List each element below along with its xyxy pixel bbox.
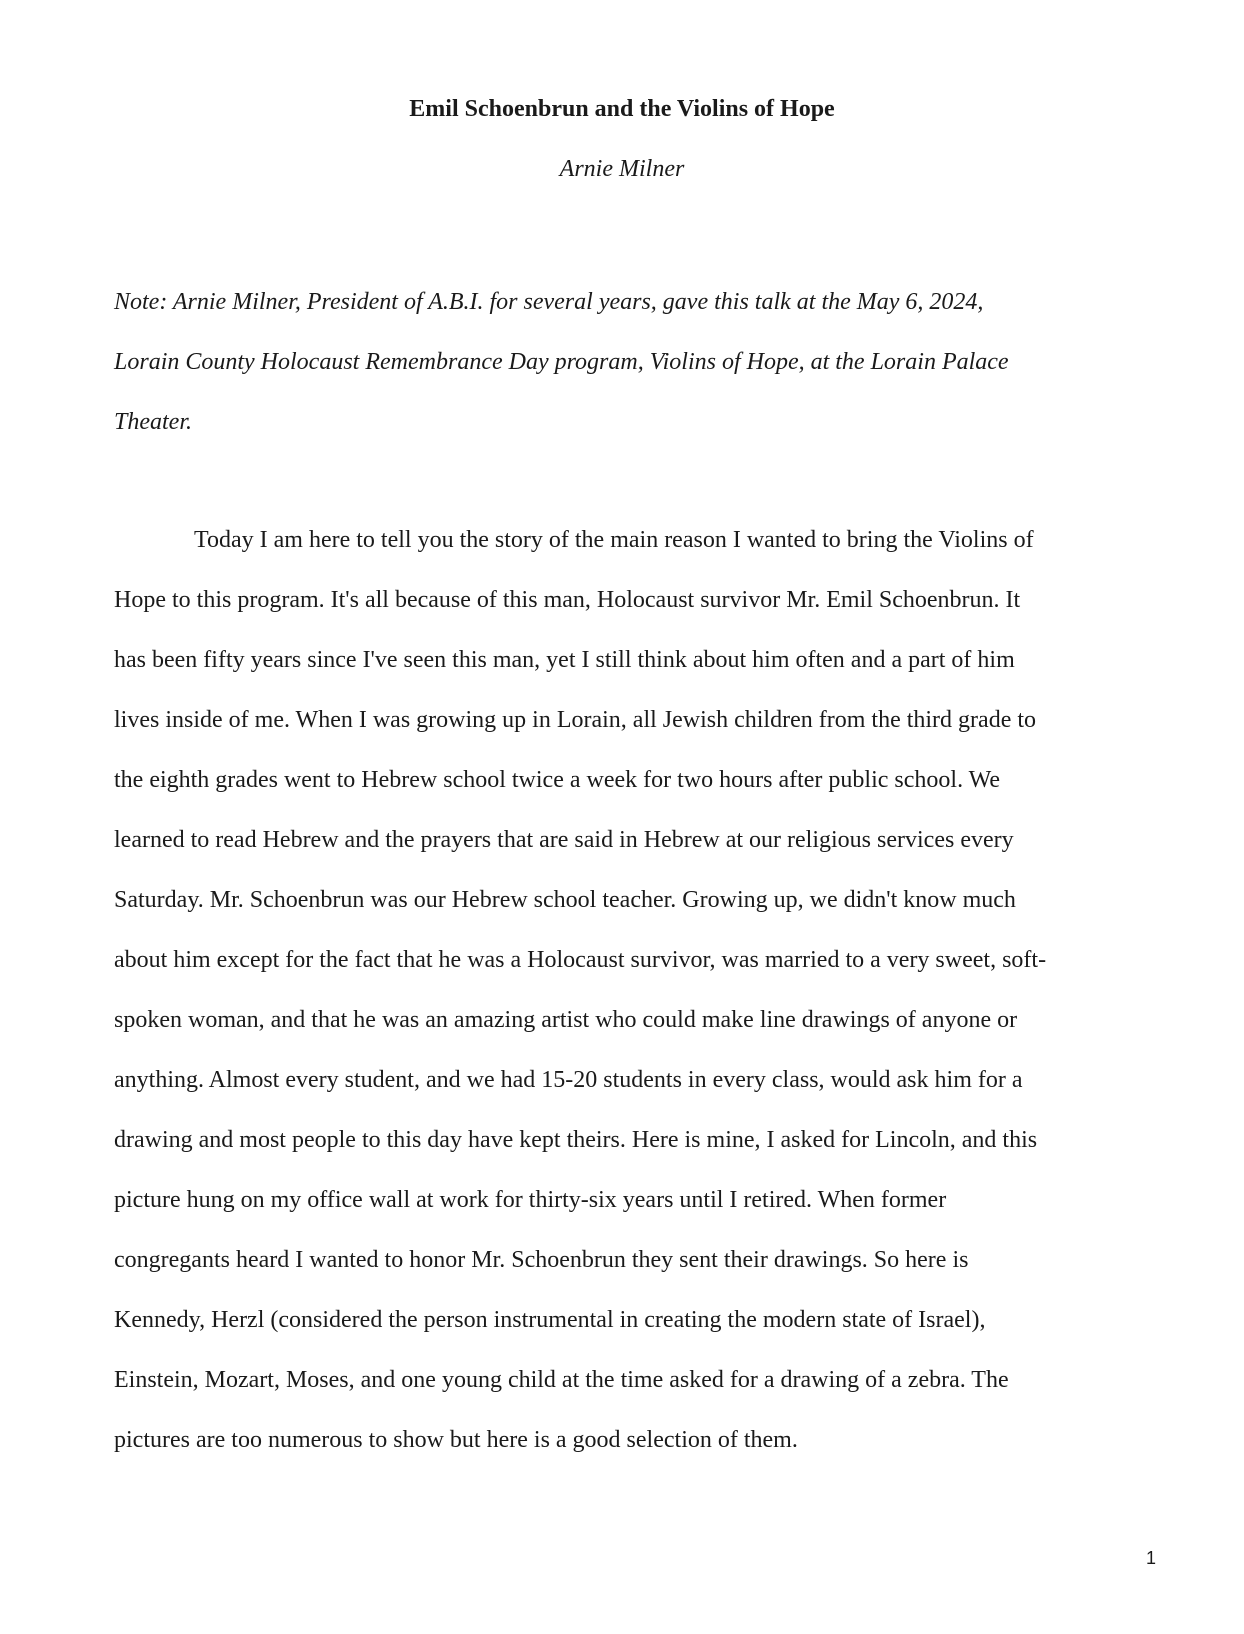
- body-line: congregants heard I wanted to honor Mr. Schoenbrun they sent their drawings. So here is: [114, 1247, 969, 1273]
- document-author: Arnie Milner: [559, 156, 685, 182]
- body-line: about him except for the fact that he was a Holocaust survivor, was married to a very sweet, soft-: [114, 947, 1047, 973]
- body-line: Saturday. Mr. Schoenbrun was our Hebrew school teacher. Growing up, we didn't know much: [114, 887, 1016, 913]
- body-paragraph: [114, 510, 1144, 1470]
- body-line: Einstein, Mozart, Moses, and one young child at the time asked for a drawing of a zebra. The: [114, 1367, 1009, 1393]
- body-line: drawing and most people to this day have kept theirs. Here is mine, I asked for Lincoln, and this: [114, 1127, 1038, 1153]
- body-line: Kennedy, Herzl (considered the person instrumental in creating the modern state of Israel),: [114, 1307, 986, 1333]
- body-line: pictures are too numerous to show but here is a good selection of them.: [114, 1427, 798, 1453]
- document-title: Emil Schoenbrun and the Violins of Hope: [409, 96, 835, 122]
- body-line: Today I am here to tell you the story of the main reason I wanted to bring the Violins of: [194, 527, 1034, 553]
- page-number: 1: [1145, 1548, 1156, 1568]
- body-line: lives inside of me. When I was growing up in Lorain, all Jewish children from the third grade to: [114, 707, 1037, 733]
- body-line: the eighth grades went to Hebrew school twice a week for two hours after public school. We: [114, 767, 1001, 793]
- note-line: Note: Arnie Milner, President of A.B.I. for several years, gave this talk at the May 6, 2024,: [114, 289, 984, 315]
- body-line: has been fifty years since I've seen this man, yet I still think about him often and a part of him: [114, 647, 1015, 673]
- body-line: anything. Almost every student, and we had 15-20 students in every class, would ask him for a: [114, 1067, 1023, 1093]
- body-line: learned to read Hebrew and the prayers that are said in Hebrew at our religious services every: [114, 827, 1014, 853]
- note-line: Theater.: [114, 409, 192, 435]
- note-line: Lorain County Holocaust Remembrance Day program, Violins of Hope, at the Lorain Palace: [114, 349, 1009, 375]
- body-line: picture hung on my office wall at work for thirty-six years until I retired. When former: [114, 1187, 947, 1213]
- body-line: Hope to this program. It's all because of this man, Holocaust survivor Mr. Emil Schoenbrun. It: [114, 587, 1021, 613]
- editor-note: [114, 272, 1144, 452]
- body-line: spoken woman, and that he was an amazing artist who could make line drawings of anyone or: [114, 1007, 1018, 1033]
